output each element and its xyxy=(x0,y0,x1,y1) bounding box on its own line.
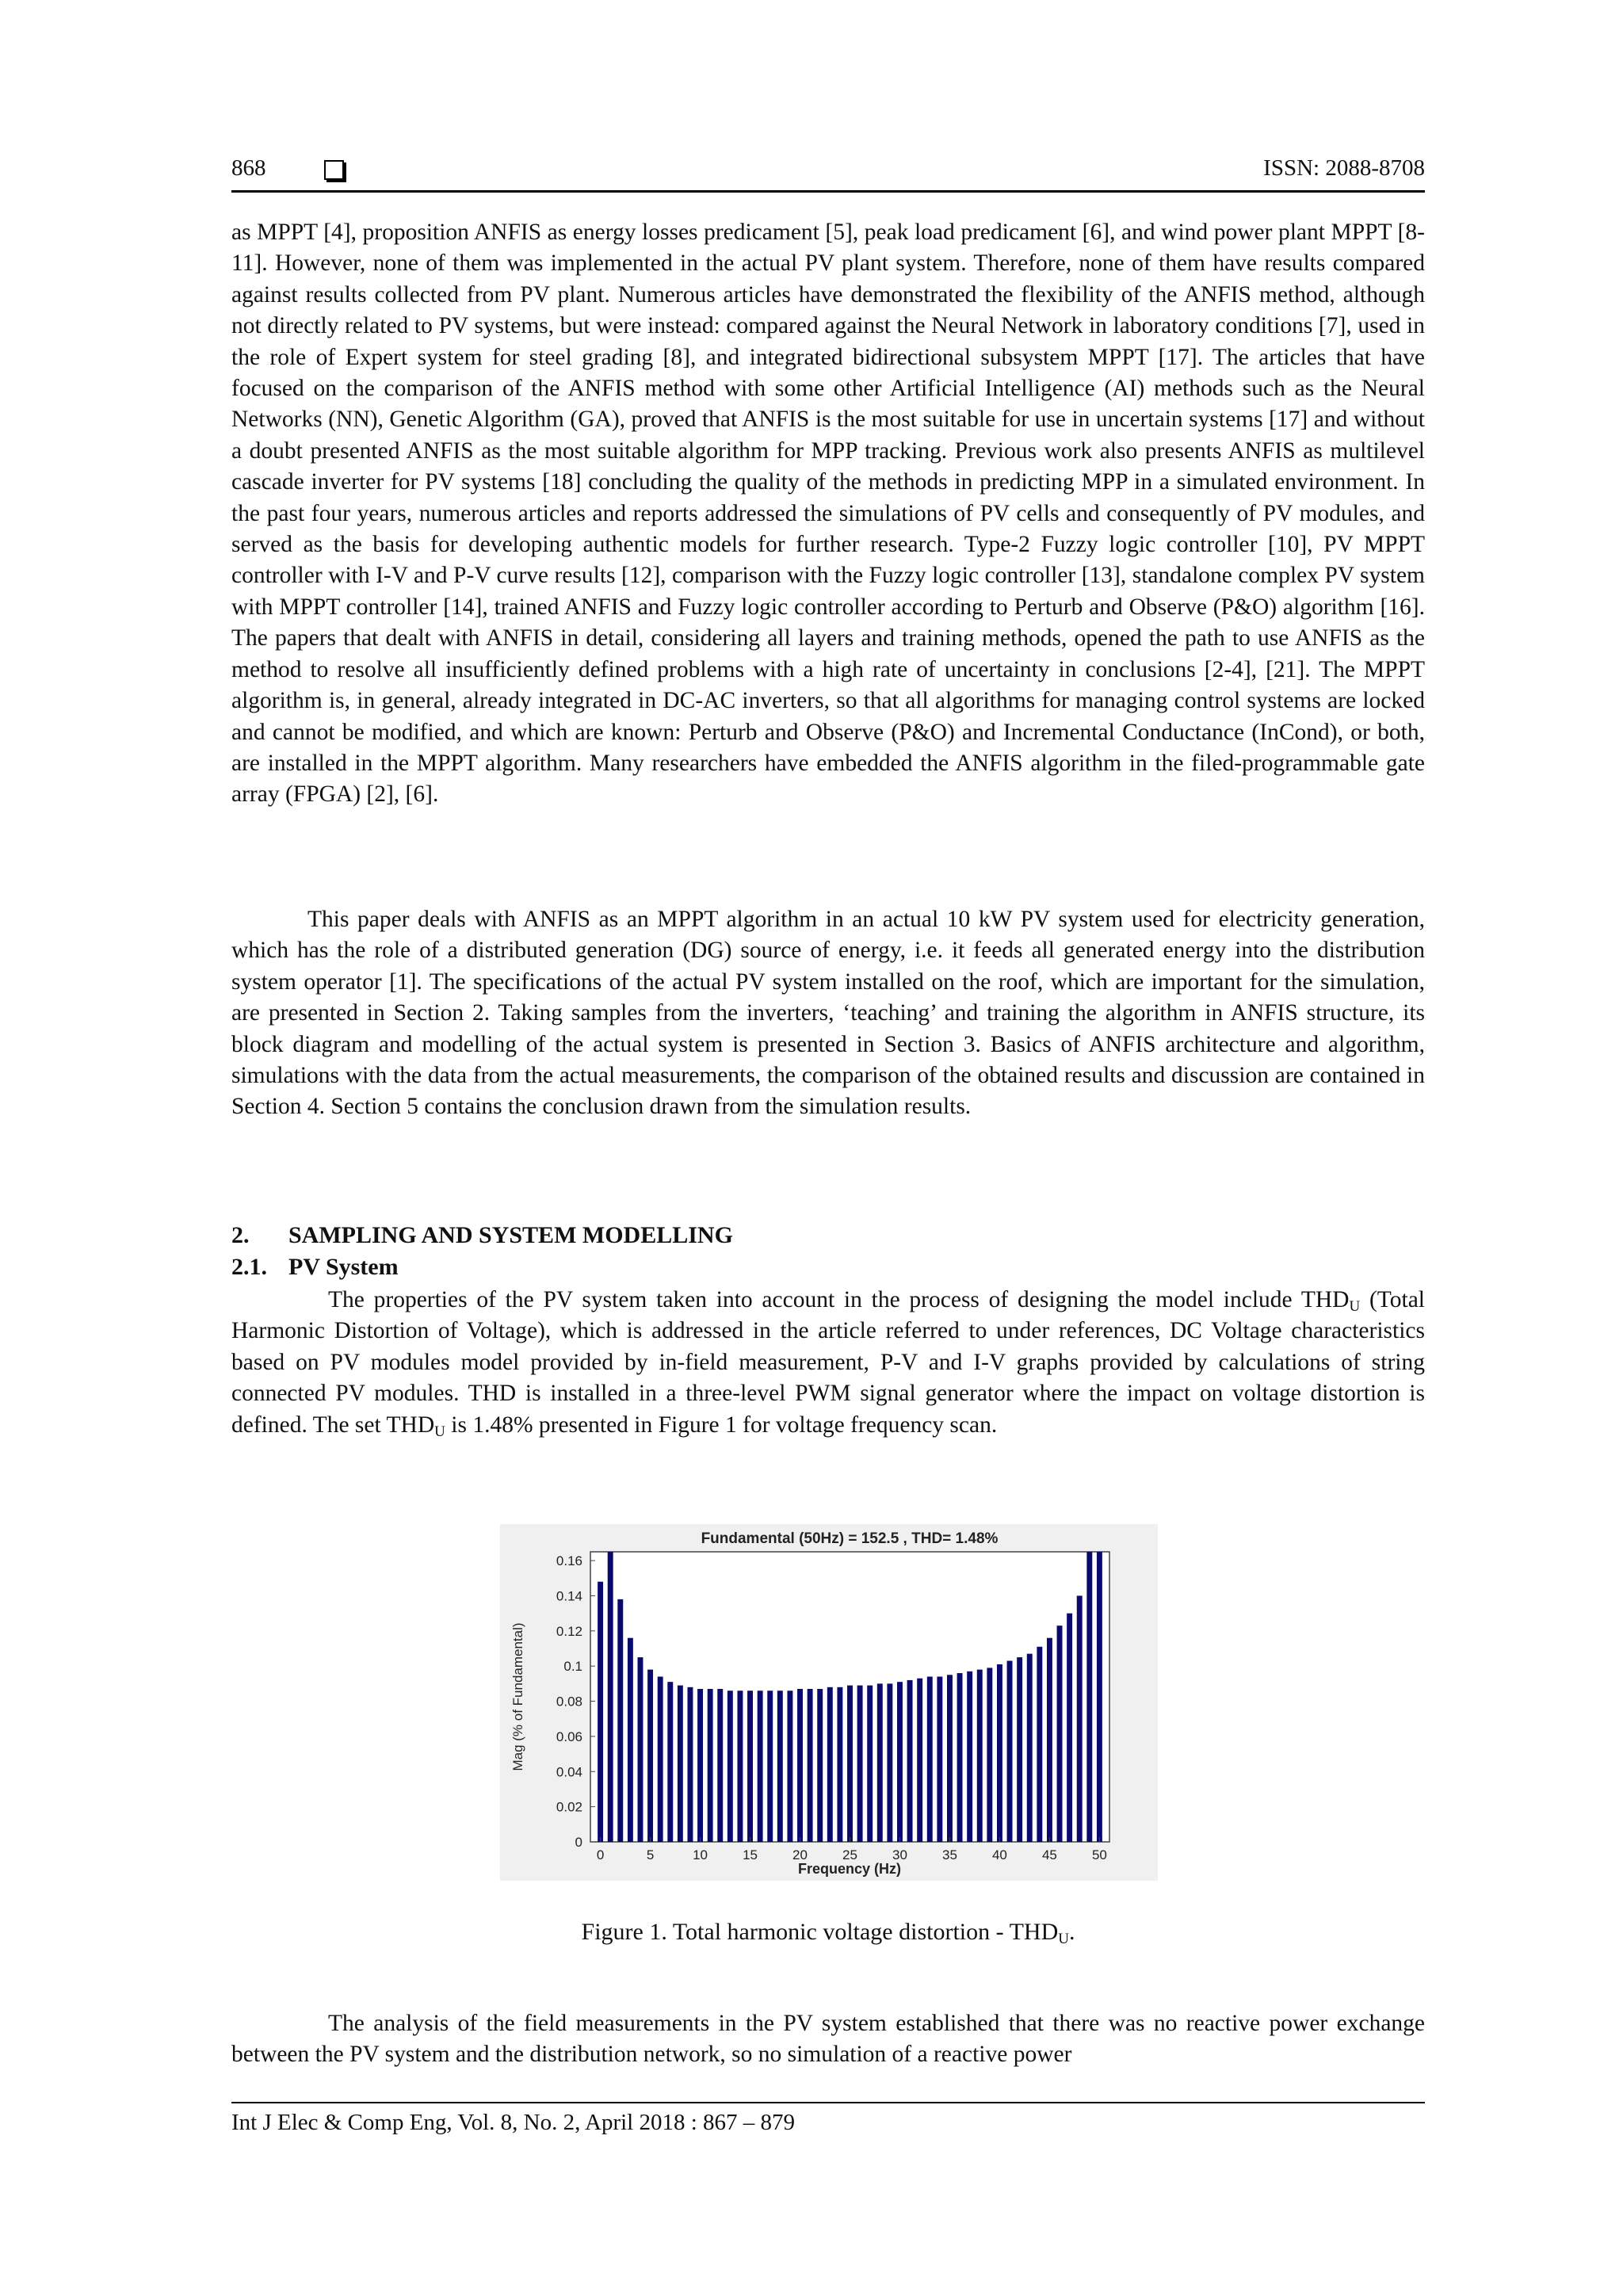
figure-caption xyxy=(231,1919,1425,1946)
harmonic-bar-23 xyxy=(827,1687,833,1842)
y-tick-label: 0.02 xyxy=(556,1799,582,1815)
page-number: 868 xyxy=(231,155,266,181)
x-tick-label: 15 xyxy=(743,1847,758,1862)
harmonic-bar-30 xyxy=(897,1682,903,1842)
harmonic-bar-28 xyxy=(877,1683,883,1842)
harmonic-bar-39 xyxy=(987,1668,992,1842)
harmonic-bar-25 xyxy=(847,1686,853,1842)
section-heading xyxy=(231,1222,733,1249)
x-tick-label: 30 xyxy=(892,1847,907,1862)
subscript: U xyxy=(434,1423,445,1440)
harmonic-bar-4 xyxy=(638,1657,643,1842)
harmonic-bar-40 xyxy=(997,1664,1002,1842)
harmonic-bar-33 xyxy=(927,1676,933,1842)
paragraph-intro-continued: as MPPT [4], proposition ANFIS as energy losses predicament [5], peak load predicament [6], and wind power plant MPPT [8-11]. However, none of them was implemented in the actual PV plant system. Therefore, none of them have results compared against results collected from PV plant. Numerous articles have demonstrated the flexibility of the ANFIS method, although not directly related to PV systems, but were instead: compared against the Neural Network in laboratory conditions [7], used in the role of Expert system for steel grading [8], and integrated bidirectional subsystem MPPT [17]. The articles that have focused on the comparison of the ANFIS method with some other Artificial Intelligence (AI) methods such as the Neural Networks (NN), Genetic Algorithm (GA), proved that ANFIS is the most suitable for use in uncertain systems [17] and without a doubt presented ANFIS as the most suitable algorithm for MPP tracking. Previous work also presents ANFIS as multilevel cascade inverter for PV systems [18] concluding the quality of the methods in predicting MPP in a simulated environment. In the past four years, numerous articles and reports addressed the simulations of PV cells and consequently of PV modules, and served as the basis for developing authentic models for further research. Type-2 Fuzzy logic controller [10], PV MPPT controller with I-V and P-V curve results [12], comparison with the Fuzzy logic controller [13], standalone complex PV system with MPPT controller [14], trained ANFIS and Fuzzy logic controller according to Perturb and Observe (P&O) algorithm [16]. The papers that dealt with ANFIS in detail, considering all layers and training methods, opened the path to use ANFIS as the method to resolve all insufficiently defined problems with a high rate of uncertainty in conclusions [2-4], [21]. The MPPT algorithm is, in general, already integrated in DC-AC inverters, so that all algorithms for managing control systems are locked and cannot be modified, and which are known: Perturb and Observe (P&O) and Incremental Conductance (InCond), or both, are installed in the MPPT algorithm. Many researchers have embedded the ANFIS algorithm in the filed-programmable gate array (FPGA) [2], [6]. xyxy=(231,220,1425,808)
paragraph-text: The properties of the PV system taken into account in the process of designing the model include THD xyxy=(328,1287,1350,1312)
harmonic-bar-19 xyxy=(787,1690,792,1842)
harmonic-bar-0 xyxy=(598,1582,603,1842)
harmonic-bar-24 xyxy=(837,1687,842,1842)
harmonic-bar-44 xyxy=(1037,1647,1042,1842)
harmonic-bar-17 xyxy=(767,1690,773,1842)
paragraph-paper-overview: This paper deals with ANFIS as an MPPT algorithm in an actual 10 kW PV system used for electricity generation, which has the role of a distributed generation (DG) source of energy, i.e. it feeds all generated energy into the distribution system operator [1]. The specifications of the actual PV system installed on the roof, which are important for the simulation, are presented in Section 2. Taking samples from the inverters, ‘teaching’ and training the algorithm in ANFIS structure, its block diagram and modelling of the actual system is presented in Section 3. Basics of ANFIS architecture and algorithm, simulations with the data from the actual measurements, the comparison of the obtained results and discussion are contained in Section 4. Section 5 contains the conclusion drawn from the simulation results. xyxy=(231,907,1425,1120)
x-tick-label: 0 xyxy=(596,1847,605,1862)
harmonic-bar-7 xyxy=(667,1682,673,1842)
harmonic-bar-29 xyxy=(887,1683,892,1842)
subsection-heading xyxy=(231,1254,399,1281)
y-axis-label: Mag (% of Fundamental) xyxy=(510,1622,525,1771)
caption-subscript: U xyxy=(1058,1931,1069,1947)
harmonic-bar-15 xyxy=(747,1690,753,1842)
subsection-number: 2.1. xyxy=(231,1254,267,1280)
paragraph-text: (Total Harmonic Distortion of Voltage), which is addressed in the article referred to under references, DC Voltage characteristics based on PV modules model provided by in-field measurement, P-V and I-V graphs provided by calculations of string connected PV modules. THD is installed in a three-level PWM signal generator where the impact on voltage distortion is defined. The set THD xyxy=(231,1287,1425,1438)
section-title: SAMPLING AND SYSTEM MODELLING xyxy=(288,1222,733,1248)
harmonic-bar-3 xyxy=(628,1638,633,1842)
y-tick-label: 0 xyxy=(575,1835,582,1850)
harmonic-bar-50 xyxy=(1097,1552,1102,1842)
thd-bar-chart-figure xyxy=(500,1524,1158,1881)
y-tick-label: 0.1 xyxy=(563,1659,582,1675)
harmonic-bar-34 xyxy=(937,1676,942,1842)
caption-end: . xyxy=(1068,1919,1075,1945)
harmonic-bar-5 xyxy=(647,1670,653,1842)
harmonic-bar-2 xyxy=(617,1599,623,1842)
paragraph-field-measurements: The analysis of the field measurements in the PV system established that there was no reactive power exchange between the PV system and the distribution network, so no simulation of a reactive power xyxy=(231,2011,1425,2068)
x-tick-label: 40 xyxy=(991,1847,1007,1862)
y-tick-label: 0.16 xyxy=(556,1553,582,1569)
x-tick-label: 35 xyxy=(942,1847,957,1862)
harmonic-bar-13 xyxy=(727,1690,733,1842)
square-bullet-icon xyxy=(324,160,344,180)
section-number: 2. xyxy=(231,1222,250,1248)
subscript: U xyxy=(1349,1298,1361,1315)
harmonic-bar-42 xyxy=(1017,1657,1022,1842)
paragraph-pv-system xyxy=(231,1285,1425,1441)
harmonic-bar-22 xyxy=(817,1689,823,1842)
body-text-block xyxy=(231,904,1425,1123)
harmonic-bar-43 xyxy=(1027,1654,1033,1842)
page-header xyxy=(231,155,1425,193)
y-tick-label: 0.08 xyxy=(556,1694,582,1710)
body-text-block xyxy=(231,217,1425,811)
harmonic-bar-16 xyxy=(758,1690,763,1842)
harmonic-bar-26 xyxy=(857,1686,863,1842)
x-tick-label: 20 xyxy=(792,1847,808,1862)
thd-bar-chart xyxy=(500,1524,1158,1881)
harmonic-bar-36 xyxy=(957,1673,963,1842)
body-text-block xyxy=(231,2008,1425,2071)
harmonic-bar-35 xyxy=(947,1675,953,1842)
harmonic-bar-38 xyxy=(977,1670,983,1842)
subsection-title: PV System xyxy=(288,1254,399,1280)
harmonic-bar-46 xyxy=(1057,1626,1063,1842)
harmonic-bar-12 xyxy=(717,1689,723,1842)
harmonic-bar-37 xyxy=(967,1671,972,1842)
body-text-block xyxy=(231,1285,1425,1441)
harmonic-bar-6 xyxy=(658,1676,663,1842)
caption-text: Figure 1. Total harmonic voltage distortion - THD xyxy=(581,1919,1059,1945)
harmonic-bar-48 xyxy=(1077,1595,1083,1842)
harmonic-bar-8 xyxy=(678,1686,683,1842)
harmonic-bar-18 xyxy=(777,1690,783,1842)
harmonic-bar-10 xyxy=(697,1689,703,1842)
harmonic-bar-20 xyxy=(797,1689,803,1842)
x-tick-label: 5 xyxy=(646,1847,655,1862)
harmonic-bar-31 xyxy=(907,1680,913,1842)
y-tick-label: 0.14 xyxy=(556,1588,582,1604)
harmonic-bar-11 xyxy=(708,1689,713,1842)
page-footer: Int J Elec & Comp Eng, Vol. 8, No. 2, April 2018 : 867 – 879 xyxy=(231,2110,796,2135)
harmonic-bar-45 xyxy=(1047,1638,1052,1842)
harmonic-bar-41 xyxy=(1007,1661,1013,1842)
x-tick-label: 10 xyxy=(693,1847,708,1862)
footer-rule xyxy=(231,2102,1425,2103)
y-tick-label: 0.12 xyxy=(556,1623,582,1639)
chart-title: Fundamental (50Hz) = 152.5 , THD= 1.48% xyxy=(701,1530,999,1547)
harmonic-bar-49 xyxy=(1086,1552,1092,1842)
harmonic-bar-9 xyxy=(688,1687,693,1842)
harmonic-bar-1 xyxy=(608,1552,613,1842)
y-tick-label: 0.06 xyxy=(556,1729,582,1744)
harmonic-bar-32 xyxy=(917,1679,922,1842)
harmonic-bar-14 xyxy=(737,1690,743,1842)
paragraph-text: is 1.48% presented in Figure 1 for voltage frequency scan. xyxy=(445,1412,998,1438)
issn-label: ISSN: 2088-8708 xyxy=(1263,155,1425,181)
header-rule xyxy=(231,190,1425,193)
harmonic-bar-27 xyxy=(867,1686,873,1842)
x-tick-label: 45 xyxy=(1041,1847,1057,1862)
harmonic-bar-21 xyxy=(808,1689,813,1842)
y-tick-label: 0.04 xyxy=(556,1764,582,1780)
x-axis-label: Frequency (Hz) xyxy=(797,1861,902,1877)
x-tick-label: 50 xyxy=(1091,1847,1107,1862)
harmonic-bar-47 xyxy=(1067,1614,1072,1842)
x-tick-label: 25 xyxy=(842,1847,857,1862)
